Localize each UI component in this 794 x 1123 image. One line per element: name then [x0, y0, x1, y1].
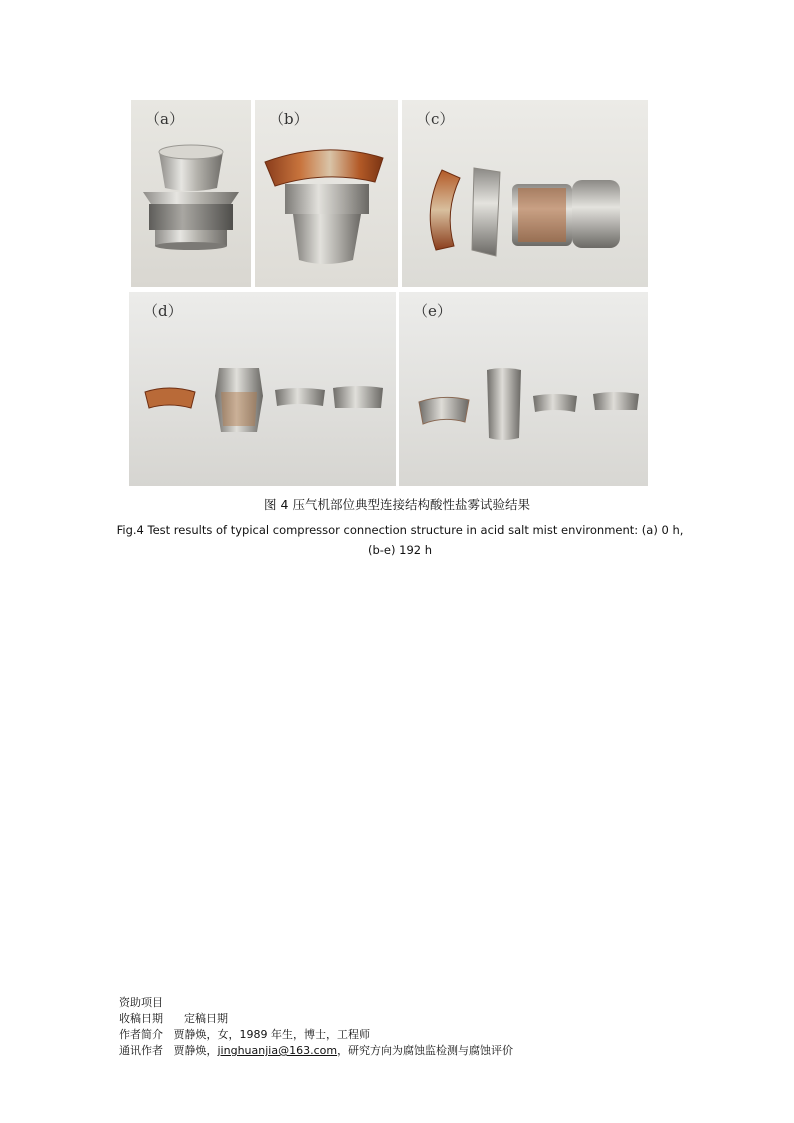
- compressor-parts-disassembled: [402, 100, 648, 287]
- received-date-label: 收稿日期: [119, 1012, 163, 1025]
- email-link[interactable]: jinghuanjia@163.com: [217, 1044, 338, 1057]
- parts-row-e: [399, 292, 648, 486]
- funding-row: [119, 995, 679, 1011]
- caption-en-line2: (b-e) 192 h: [367, 543, 433, 557]
- corresponding-author-label: 通讯作者: [119, 1044, 163, 1057]
- panel-label-e: （e）: [413, 302, 452, 320]
- dates-row: [119, 1011, 679, 1027]
- panel-label-d: （d）: [143, 302, 183, 320]
- parts-row-d: [129, 292, 396, 486]
- figure-panel-a: [131, 100, 251, 287]
- author-bio-row: [119, 1027, 679, 1043]
- compressor-part-intact: [131, 100, 251, 287]
- revised-date-label: 定稿日期: [184, 1012, 228, 1025]
- research-interest-text: ，研究方向为腐蚀监检测与腐蚀评价: [337, 1044, 514, 1057]
- corresponding-author-name: 贾静焕，: [173, 1044, 218, 1057]
- figure-panel-b: [255, 100, 398, 287]
- figure-panel-c: [402, 100, 648, 287]
- panel-label-a: （a）: [145, 110, 184, 128]
- caption-en-line1: Fig.4 Test results of typical compressor connection structure in acid salt mist environment: (a) 0 h,: [116, 523, 684, 537]
- compressor-part-corroded: [255, 100, 398, 287]
- author-bio-label: 作者简介: [119, 1028, 163, 1041]
- funding-label: 资助项目: [119, 996, 163, 1009]
- corresponding-author-row: [119, 1043, 679, 1059]
- figure-caption-chinese: 图 4 压气机部位典型连接结构酸性盐雾试验结果: [264, 497, 530, 512]
- article-footer: [119, 995, 679, 1059]
- author-bio-text: 贾静焕，女，1989 年生，博士，工程师: [173, 1028, 370, 1041]
- figure-caption-english: [110, 520, 690, 560]
- figure-panel-e: [399, 292, 648, 486]
- panel-label-c: （c）: [416, 110, 455, 128]
- panel-label-b: （b）: [269, 110, 309, 128]
- figure-panel-d: [129, 292, 396, 486]
